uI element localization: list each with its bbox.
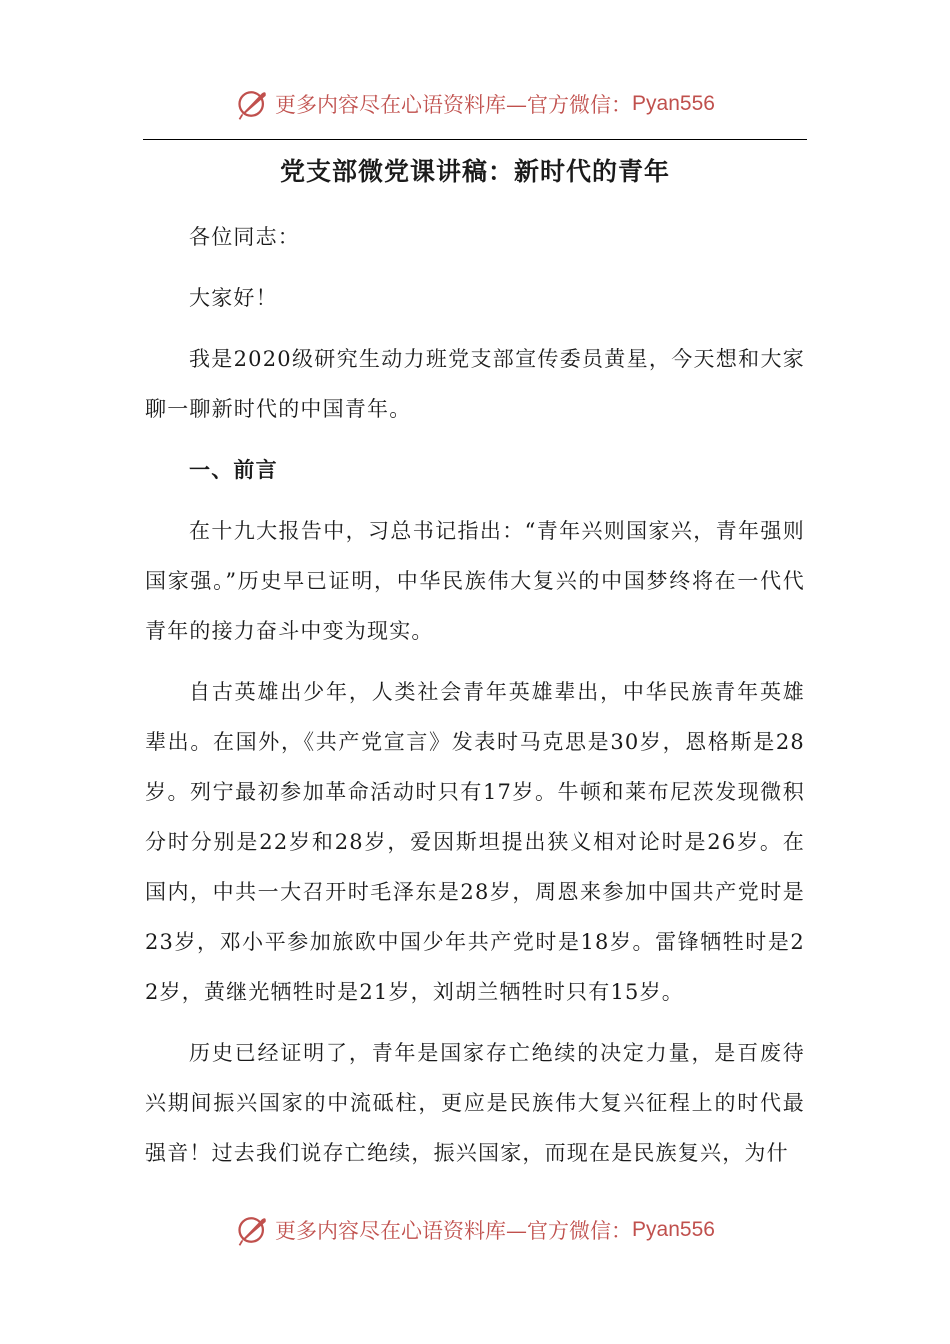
- banner-text: 更多内容尽在心语资料库—官方微信：: [275, 1219, 633, 1243]
- banner-wechat-id: Pyan556: [632, 92, 715, 115]
- paragraph-heroes: 自古英雄出少年，人类社会青年英雄辈出，中华民族青年英雄辈出。在国外，《共产党宣言》发表时马克思是30岁，恩格斯是28岁。列宁最初参加革命活动时只有17岁。牛顿和莱布尼茨发现微积分时分别是22岁和28岁，爱因斯坦提出狭义相对论时是26岁。在国内，中共一大召开时毛泽东是28岁，周恩来参加中国共产党时是23岁，邓小平参加旅欧中国少年共产党时是18岁。雷锋牺牲时是22岁，黄继光牺牲时是21岁，刘胡兰牺牲时只有15岁。: [145, 680, 805, 1004]
- quill-pen-logo-icon: [235, 1212, 271, 1248]
- footer-banner: [0, 1210, 950, 1250]
- quill-pen-logo-icon: [235, 86, 271, 122]
- banner-wechat-id: Pyan556: [632, 1218, 715, 1241]
- paragraph-history: 历史已经证明了，青年是国家存亡绝续的决定力量，是百废待兴期间振兴国家的中流砥柱，更应是民族伟大复兴征程上的时代最强音！过去我们说存亡绝续，振兴国家，而现在是民族复兴，为什: [145, 1041, 805, 1165]
- page-title: 党支部微党课讲稿：新时代的青年: [279, 157, 670, 186]
- header-banner: [0, 84, 950, 124]
- paragraph-quote: 在十九大报告中，习总书记指出：“青年兴则国家兴，青年强则国家强。”历史早已证明，中华民族伟大复兴的中国梦终将在一代代青年的接力奋斗中变为现实。: [145, 519, 805, 643]
- section-heading: 一、前言: [189, 457, 278, 482]
- paragraph-salutation: 各位同志：: [189, 225, 300, 249]
- paragraph-intro: 我是2020级研究生动力班党支部宣传委员黄星，今天想和大家聊一聊新时代的中国青年。: [145, 347, 805, 421]
- banner-text: 更多内容尽在心语资料库—官方微信：: [275, 93, 633, 117]
- header-divider: [143, 139, 807, 140]
- document-body: [145, 212, 805, 1189]
- paragraph-greeting: 大家好！: [189, 286, 278, 310]
